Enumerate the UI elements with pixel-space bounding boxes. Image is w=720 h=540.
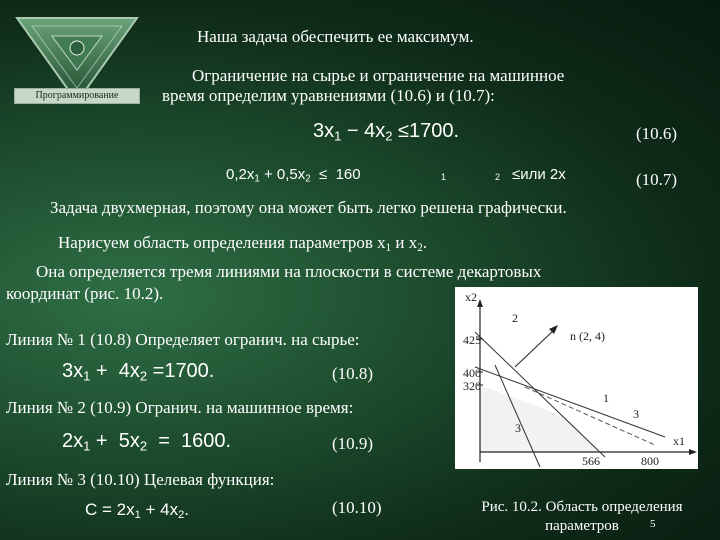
line-label: 1 (603, 391, 609, 405)
normal-vector (515, 329, 555, 367)
x-axis-label: x1 (673, 434, 685, 448)
equation-10-6-number: (10.6) (636, 124, 678, 143)
intro-text: Наша задача обеспечить ее максимум. (197, 27, 474, 46)
constraint-text-b: время определим уравнениями (10.6) и (10.7): (162, 86, 495, 105)
x-axis-arrow-icon (689, 449, 697, 455)
equation-10-7-number: (10.7) (636, 170, 678, 189)
line-label: 3 (633, 407, 639, 421)
x-tick-label: 566 (582, 454, 600, 468)
equation-10-7-sub2: 2 (495, 172, 501, 182)
figure-graph (455, 287, 698, 469)
vector-label: n (2, 4) (570, 329, 605, 343)
feasible-region (480, 339, 600, 452)
task-text: Задача двухмерная, поэтому она может быть легко решена графически. (50, 198, 567, 217)
equation-10-7-sub1: 1 (441, 172, 447, 182)
equation-10-9: $2x_1 + 5x_2 = 1600$. (62, 430, 232, 454)
defined-text-a: Она определяется тремя линиями на плоскости в системе декартовых (36, 262, 542, 281)
x-tick-label: 800 (641, 454, 659, 468)
defined-text-b: координат (рис. 10.2). (6, 284, 164, 303)
line-2-text: Линия № 2 (10.9) Огранич. на машинное время: (6, 398, 354, 417)
vector-arrow-icon (549, 325, 558, 334)
equation-10-6: $3x_1 - 4x_2 \le 1700$. (313, 120, 460, 144)
constraint-text-a: Ограничение на сырье и ограничение на машинное (192, 66, 565, 85)
equation-10-10: $C = 2x_1 + 4x_2$. (85, 500, 189, 521)
figure-caption: Рис. 10.2. Область определения параметров (481, 499, 683, 534)
page-number: 5 (650, 518, 656, 530)
line-3-text: Линия № 3 (10.10) Целевая функция: (6, 470, 275, 489)
draw-text: Нарисуем область определения параметров $x_1$ и $x_2$. (58, 233, 428, 254)
y-tick-label: 425 (463, 333, 481, 347)
line-label: 3 (515, 421, 521, 435)
y-tick-label: 400 (463, 366, 481, 380)
equation-10-10-number: (10.10) (332, 498, 382, 517)
line-label: 2 (512, 311, 518, 325)
equation-10-7-tail: ≤или 2x (512, 166, 566, 183)
y-tick-label: 320 (463, 379, 481, 393)
figure-10-2 (455, 287, 698, 469)
line-1-text: Линия № 1 (10.8) Определяет огранич. на сырье: (6, 330, 360, 349)
equation-10-9-number: (10.9) (332, 434, 374, 453)
y-axis-arrow-icon (477, 299, 483, 307)
equation-10-7: $0,2x_1 + 0,5x_2 \le 160$ (226, 166, 361, 185)
equation-10-8-number: (10.8) (332, 364, 374, 383)
equation-10-8: $3x_1 + 4x_2 =1700$. (62, 360, 215, 384)
logo-label: Программирование (14, 88, 140, 104)
y-axis-label: x2 (465, 290, 477, 304)
